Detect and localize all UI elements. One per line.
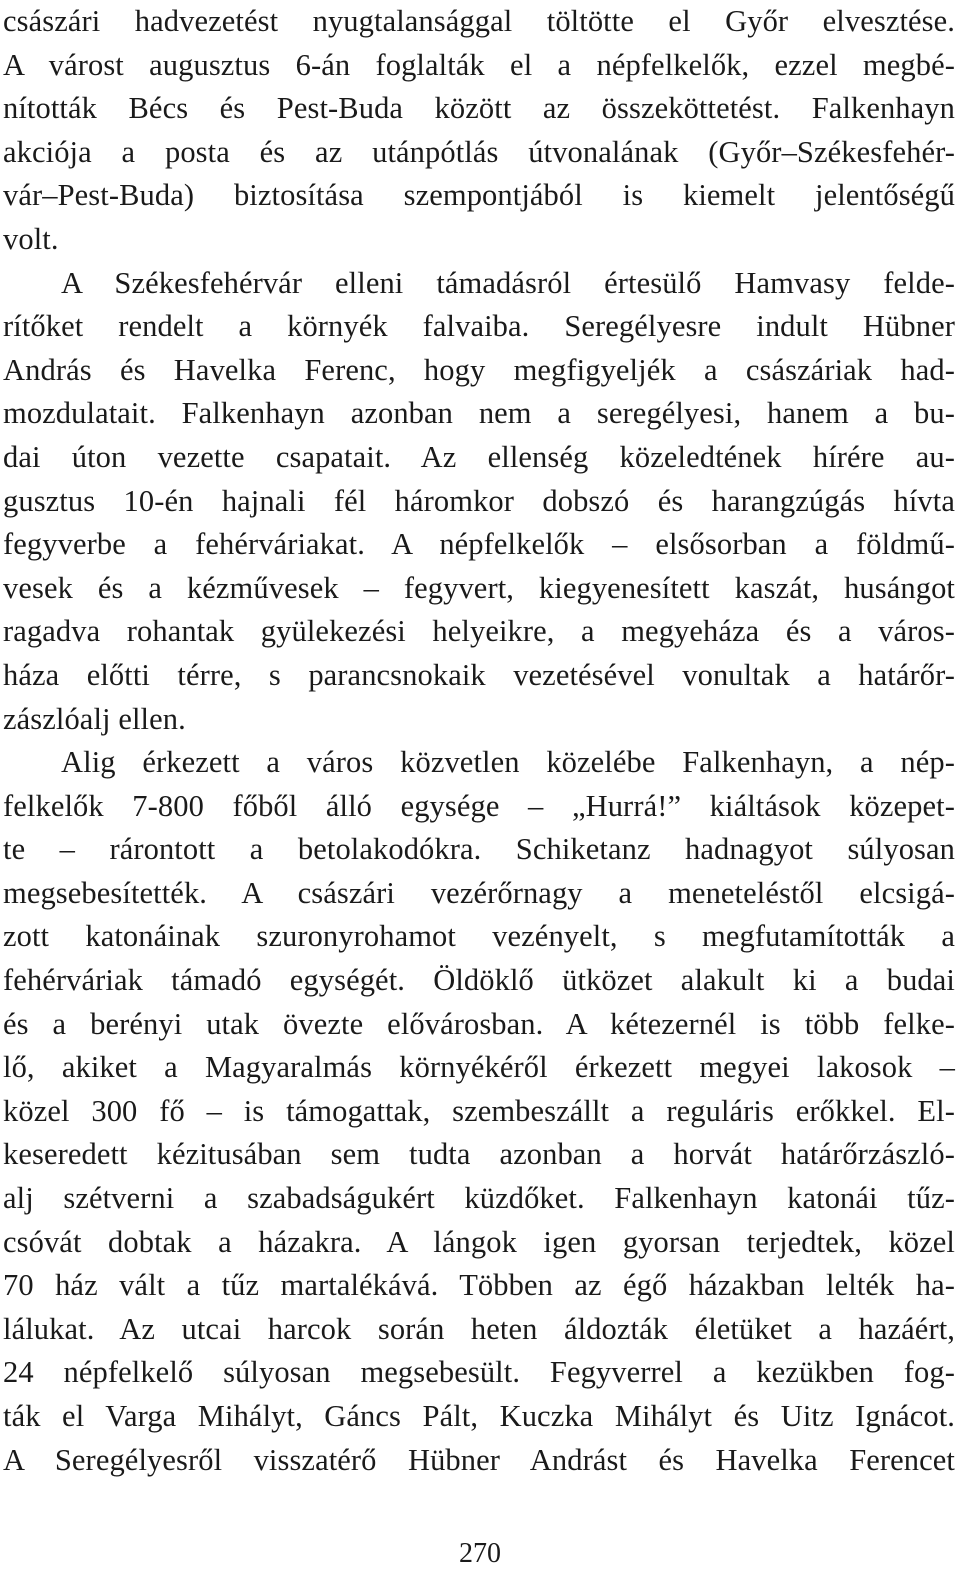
text-line: alj szétverni a szabadságukért küzdőket. Falkenhayn katonái tűz- xyxy=(3,1181,955,1216)
text-line: császári hadvezetést nyugtalansággal töltötte el Győr elvesztése. xyxy=(3,4,955,38)
text-line: ták el Varga Mihályt, Gáncs Pált, Kuczka Mihályt és Uitz Ignácot. xyxy=(3,1399,955,1433)
text-line: András és Havelka Ferenc, hogy megfigyeljék a császáriak had- xyxy=(3,352,955,387)
text-line: mozdulatait. Falkenhayn azonban nem a seregélyesi, hanem a bu- xyxy=(3,396,955,431)
text-line: volt. xyxy=(3,221,59,256)
text-line: te – rárontott a betolakodókra. Schiketanz hadnagyot súlyosan xyxy=(3,832,955,867)
text-line: akciója a posta és az utánpótlás útvonalának (Győr–Székesfehér- xyxy=(3,134,955,169)
text-line: lálukat. Az utcai harcok során heten áldozták életüket a hazáért, xyxy=(3,1311,955,1346)
text-line: A várost augusztus 6-án foglalták el a népfelkelők, ezzel megbé- xyxy=(3,47,955,82)
text-line: A Seregélyesről visszatérő Hübner Andrást és Havelka Ferencet xyxy=(3,1442,955,1477)
body-text xyxy=(3,0,955,1482)
text-line: háza előtti térre, s parancsnokaik vezetésével vonultak a határőr- xyxy=(3,657,955,692)
text-line: és a berényi utak övezte elővárosban. A kétezernél is több felke- xyxy=(3,1006,955,1041)
text-line: keseredett kézitusában sem tudta azonban a horvát határőrzászló- xyxy=(3,1137,955,1172)
text-line: zott katonáinak szuronyrohamot vezényelt, s megfutamították a xyxy=(3,919,955,954)
text-line: nították Bécs és Pest-Buda között az összeköttetést. Falkenhayn xyxy=(3,91,955,126)
text-line: megsebesítették. A császári vezérőrnagy a meneteléstől elcsigá- xyxy=(3,875,955,910)
text-line: vár–Pest-Buda) biztosítása szempontjából is kiemelt jelentőségű xyxy=(3,178,955,213)
text-line: fegyverbe a fehérváriakat. A népfelkelők – elsősorban a földmű- xyxy=(3,527,955,562)
paragraph-start-line: A Székesfehérvár elleni támadásról értesülő Hamvasy felde- xyxy=(61,265,955,300)
text-line: lő, akiket a Magyaralmás környékéről érkezett megyei lakosok – xyxy=(3,1050,955,1085)
text-line: rítőket rendelt a környék falvaiba. Seregélyesre indult Hübner xyxy=(3,309,955,344)
text-line: felkelők 7-800 főből álló egysége – „Hurrá!” kiáltások közepet- xyxy=(3,788,955,823)
text-line: 70 ház vált a tűz martalékává. Többen az égő házakban lelték ha- xyxy=(3,1268,955,1303)
paragraph-start-line: Alig érkezett a város közvetlen közelébe Falkenhayn, a nép- xyxy=(61,745,955,780)
text-line: ragadva rohantak gyülekezési helyeikre, a megyeháza és a város- xyxy=(3,614,955,649)
text-line: csóvát dobtak a házakra. A lángok igen gyorsan terjedtek, közel xyxy=(3,1224,955,1259)
text-line: fehérváriak támadó egységét. Öldöklő ütközet alakult ki a budai xyxy=(3,963,955,998)
text-line: zászlóalj ellen. xyxy=(3,701,186,736)
text-line: dai úton vezette csapatait. Az ellenség közeledtének hírére au- xyxy=(3,439,955,474)
text-line: 24 népfelkelő súlyosan megsebesült. Fegyverrel a kezükben fog- xyxy=(3,1355,955,1390)
page-number: 270 xyxy=(459,1538,501,1569)
text-line: vesek és a kézművesek – fegyvert, kiegyenesített kaszát, husángot xyxy=(3,570,955,605)
text-line: közel 300 fő – is támogattak, szembeszállt a reguláris erőkkel. El- xyxy=(3,1093,955,1128)
text-line: gusztus 10-én hajnali fél háromkor dobszó és harangzúgás hívta xyxy=(3,483,955,518)
